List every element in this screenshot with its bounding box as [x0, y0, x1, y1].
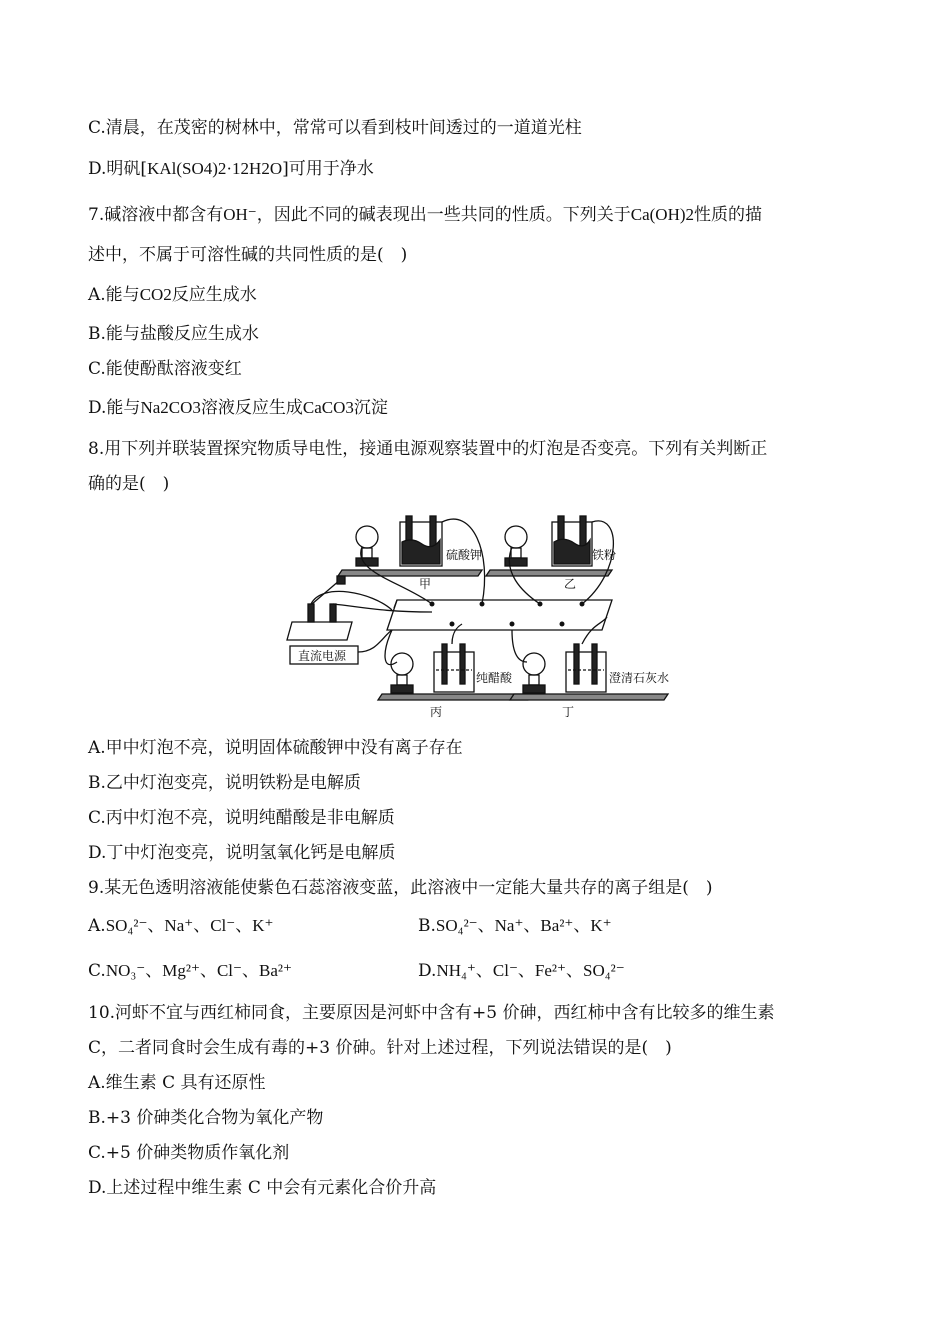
label-yi: 乙: [564, 577, 577, 591]
q9-option-b-ions: SO₄²⁻、Na⁺、Ba²⁺、K⁺: [435, 916, 612, 935]
label-ding: 丁: [562, 705, 575, 719]
q9-option-a: [88, 915, 274, 937]
q8-stem-line1: 8.用下列并联装置探究物质导电性，接通电源观察装置中的灯泡是否变亮。下列有关判断正: [88, 439, 768, 459]
label-power: 直流电源: [298, 649, 347, 663]
label-jia-substance: 硫酸钾: [446, 548, 483, 562]
q7-option-c: C.能使酚酞溶液变红: [88, 359, 242, 379]
q8-stem-line2: 确的是( ): [88, 474, 170, 494]
q7-option-d-pre: D.能与: [88, 398, 141, 418]
q8-option-a: A.甲中灯泡不亮，说明固体硫酸钾中没有离子存在: [88, 738, 463, 758]
beaker-bing: [434, 652, 474, 692]
q10-option-d: D.上述过程中维生素 C 中会有元素化合价升高: [88, 1178, 437, 1198]
q7-stem-b: ，因此不同的碱表现出一些共同的性质。下列关于: [256, 205, 631, 225]
shelf-bing: [378, 694, 532, 700]
q10-option-b: B.+3 价砷类化合物为氧化产物: [88, 1108, 324, 1128]
shelf-yi: [486, 570, 612, 576]
shelf-jia: [338, 570, 482, 576]
q7-stem-line1: [88, 204, 762, 226]
q9-option-d: [418, 960, 625, 982]
bulb-yi: [505, 526, 527, 548]
label-ding-substance: 澄清石灰水: [609, 671, 670, 685]
q7-stem-c: 性质的描: [694, 205, 763, 225]
q7-option-a-post: 反应生成水: [171, 285, 257, 305]
label-yi-substance: 铁粉: [592, 548, 617, 562]
label-bing-substance: 纯醋酸: [476, 671, 513, 685]
q7-stem-line2: 述中，不属于可溶性碱的共同性质的是( ): [88, 245, 408, 265]
q10-stem-line2: C，二者同食时会生成有毒的+3 价砷。针对上述过程，下列说法错误的是( ): [88, 1038, 672, 1058]
q9-option-b-label: B.: [418, 916, 436, 936]
q8-option-d: D.丁中灯泡变亮，说明氢氧化钙是电解质: [88, 843, 396, 863]
q7-option-d-formula2: CaCO3: [302, 398, 354, 417]
beaker-ding: [566, 652, 606, 692]
bulb-jia: [356, 526, 378, 548]
q7-stem-a: 7.碱溶液中都含有: [88, 205, 224, 225]
label-jia: 甲: [419, 577, 432, 591]
q9-option-d-label: D.: [418, 961, 437, 981]
power-supply: [287, 622, 352, 640]
q8-option-c: C.丙中灯泡不亮，说明纯醋酸是非电解质: [88, 808, 395, 828]
bus-board: [387, 600, 612, 630]
q6-option-c: C.清晨，在茂密的树林中，常常可以看到枝叶间透过的一道道光柱: [88, 118, 582, 138]
label-bing: 丙: [430, 705, 443, 719]
q7-option-a-pre: A.能与: [88, 285, 140, 305]
q7-option-a: [88, 284, 257, 306]
q9-option-c: [88, 960, 292, 982]
q9-stem: 9.某无色透明溶液能使紫色石蕊溶液变蓝，此溶液中一定能大量共存的离子组是( ): [88, 878, 713, 898]
q9-option-c-label: C.: [88, 961, 106, 981]
q7-stem-formula: Ca(OH)2: [630, 205, 695, 224]
q10-option-a: A.维生素 C 具有还原性: [88, 1073, 266, 1093]
q7-option-d-mid: 溶液反应生成: [200, 398, 303, 418]
q10-stem-line1: 10.河虾不宜与西红柿同食，主要原因是河虾中含有+5 价砷，西红柿中含有比较多的维生素: [88, 1003, 775, 1023]
q6-option-d: [88, 158, 374, 180]
q8-option-b: B.乙中灯泡变亮，说明铁粉是电解质: [88, 773, 361, 793]
q7-option-b: B.能与盐酸反应生成水: [88, 324, 259, 344]
q6-option-d-formula: KAl(SO4)2·12H2O: [147, 159, 283, 178]
q9-option-c-ions: NO₃⁻、Mg²⁺、Cl⁻、Ba²⁺: [105, 961, 292, 980]
bulb-ding: [523, 653, 545, 675]
q10-option-c: C.+5 价砷类物质作氧化剂: [88, 1143, 290, 1163]
q9-option-a-ions: SO₄²⁻、Na⁺、Cl⁻、K⁺: [105, 916, 274, 935]
shelf-ding: [510, 694, 668, 700]
conductivity-apparatus-figure: [282, 512, 690, 722]
q9-option-b: [418, 915, 612, 937]
q6-option-d-suffix: ]可用于净水: [282, 159, 374, 179]
q7-stem-ion: OH⁻: [223, 205, 257, 224]
q7-option-a-formula: CO2: [139, 285, 172, 304]
q9-option-d-ions: NH₄⁺、Cl⁻、Fe²⁺、SO₄²⁻: [436, 961, 625, 980]
q7-option-d-formula1: Na2CO3: [140, 398, 201, 417]
q7-option-d-post: 沉淀: [353, 398, 388, 418]
q7-option-d: [88, 397, 388, 419]
q9-option-a-label: A.: [88, 916, 106, 936]
q6-option-d-prefix: D.明矾[: [88, 159, 148, 179]
